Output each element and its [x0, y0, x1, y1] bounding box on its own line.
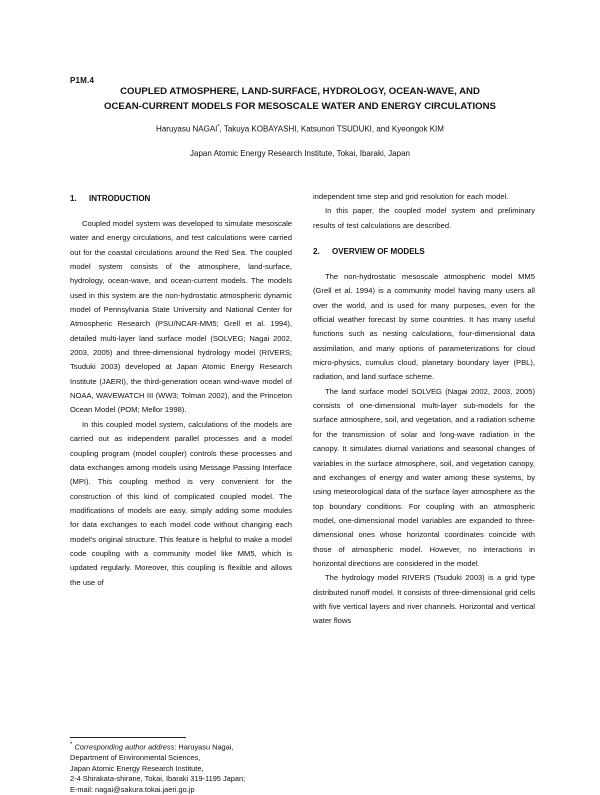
- footnote-line-1: [70, 740, 292, 753]
- footnote-email: E-mail: nagai@sakura.tokai.jaeri.go.jp: [70, 784, 195, 794]
- footnote-department: Department of Environmental Sciences,: [70, 753, 201, 763]
- title-line-2: OCEAN-CURRENT MODELS FOR MESOSCALE WATER AND ENERGY CIRCULATIONS: [104, 101, 496, 112]
- right-column: [313, 190, 535, 629]
- section-heading-overview: [313, 245, 535, 258]
- intro-paragraph-1: Coupled model system was developed to simulate mesoscale water and energy circulations, and test calculations were carried out for the coastal circulations around the Red Sea. The coupled model system consists of the atmosphere, land-surface, hydrology, ocean-wave, and ocean-current models. The models used in this system are the non-hydrostatic atmospheric dynamic model of Pennsylvania State University and National Center for Atmospheric Research (PSU/NCAR-MM5; Grell et al. 1994), detailed multi-layer land surface model (SOLVEG; Nagai 2002, 2003, 2005) and three-dimensional hydrology model (RIVERS; Tsuduki 2003) developed at Japan Atomic Energy Research Institute (JAERI), the third-generation ocean wind-wave model of NOAA, WAVEWATCH III (WW3; Tolman 2002), and the Princeton Ocean Model (POM; Mellor 1998).: [70, 219, 292, 415]
- author-list: [60, 124, 540, 134]
- overview-paragraph-2: The land surface model SOLVEG (Nagai 2002, 2003, 2005) consists of one-dimensional multi-layer sub-models for the surface atmosphere, soil, and vegetation, and a radiation scheme for the transmission of solar and long-wave radiation in the canopy. It simulates diurnal variations and seasonal changes of variables in the surface atmosphere, soil, and vegetation canopy, and exchanges of energy and water among these systems, by using meteorological data of the surface layer atmosphere as the top boundary conditions. For coupling with an atmospheric model, one-dimensional model variables are expanded to three-dimensional ones whose horizontal coordinates coincide with those of atmospheric model. However, no interactions in horizontal directions are considered in the model.: [313, 386, 535, 568]
- section-heading-introduction: [70, 192, 292, 205]
- footnote-label: Corresponding author address: [74, 742, 175, 752]
- intro-paragraph-3: In this paper, the coupled model system and preliminary results of test calculations are described.: [313, 206, 535, 230]
- author-footnote-mark: *: [217, 124, 220, 130]
- left-column: [70, 192, 292, 590]
- section-number: 2.: [313, 247, 320, 257]
- footnote-address: 2-4 Shirakata-shirane, Tokai, Ibaraki 319-1195 Japan;: [70, 774, 246, 784]
- section-number: 1.: [70, 194, 77, 203]
- section-title: INTRODUCTION: [89, 194, 151, 203]
- section-title: OVERVIEW OF MODELS: [332, 247, 425, 257]
- intro-paragraph-2: In this coupled model system, calculations of the models are carried out as independent parallel processes and a model coupling program (model coupler) controls these processes and data exchanges among models using Message Passing Interface (MPI). This coupling method is very convenient for the construction of this kind of complicated coupled model. The modifications of models are easy, simply adding some modules for data exchanges to each model code without changing each model's original structure. This feature is helpful to make a model code coupling with a community model like MM5, which is updated regularly. Moreover, this coupling is flexible and allows the use of: [70, 419, 292, 587]
- footnote-mark: *: [70, 741, 73, 748]
- footnote-name: : Haruyasu Nagai,: [174, 742, 234, 752]
- affiliation: Japan Atomic Energy Research Institute, Tokai, Ibaraki, Japan: [190, 149, 410, 158]
- title-line-1: COUPLED ATMOSPHERE, LAND-SURFACE, HYDROLOGY, OCEAN-WAVE, AND: [120, 86, 480, 97]
- overview-paragraph-1: The non-hydrostatic mesoscale atmospheric model MM5 (Grell et al. 1994) is a community model having many users all over the world, and is used for many purposes, even for the official weather forecast by some countries. It has many useful functions such as nesting calculations, four-dimensional data assimilation, and many options of parameterizations for cloud micro-physics, cumulus cloud, planetary boundary layer (PBL), radiation, and land surface scheme.: [313, 272, 535, 382]
- footnote-institute: Japan Atomic Energy Research Institute,: [70, 763, 204, 773]
- paper-id: P1M.4: [70, 76, 95, 85]
- coauthors: , Takuya KOBAYASHI, Katsunori TSUDUKI, and Kyeongok KIM: [219, 124, 444, 134]
- first-author: Haruyasu NAGAI: [156, 124, 218, 134]
- intro-paragraph-2-continued: independent time step and grid resolution for each model.: [313, 192, 509, 201]
- corresponding-author-footnote: [70, 740, 292, 795]
- footnote-divider: [70, 737, 186, 738]
- overview-paragraph-3: The hydrology model RIVERS (Tsuduki 2003) is a grid type distributed runoff model. It consists of three-dimensional grid cells with five vertical layers and river channels. Horizontal and vertical water flows: [313, 573, 535, 626]
